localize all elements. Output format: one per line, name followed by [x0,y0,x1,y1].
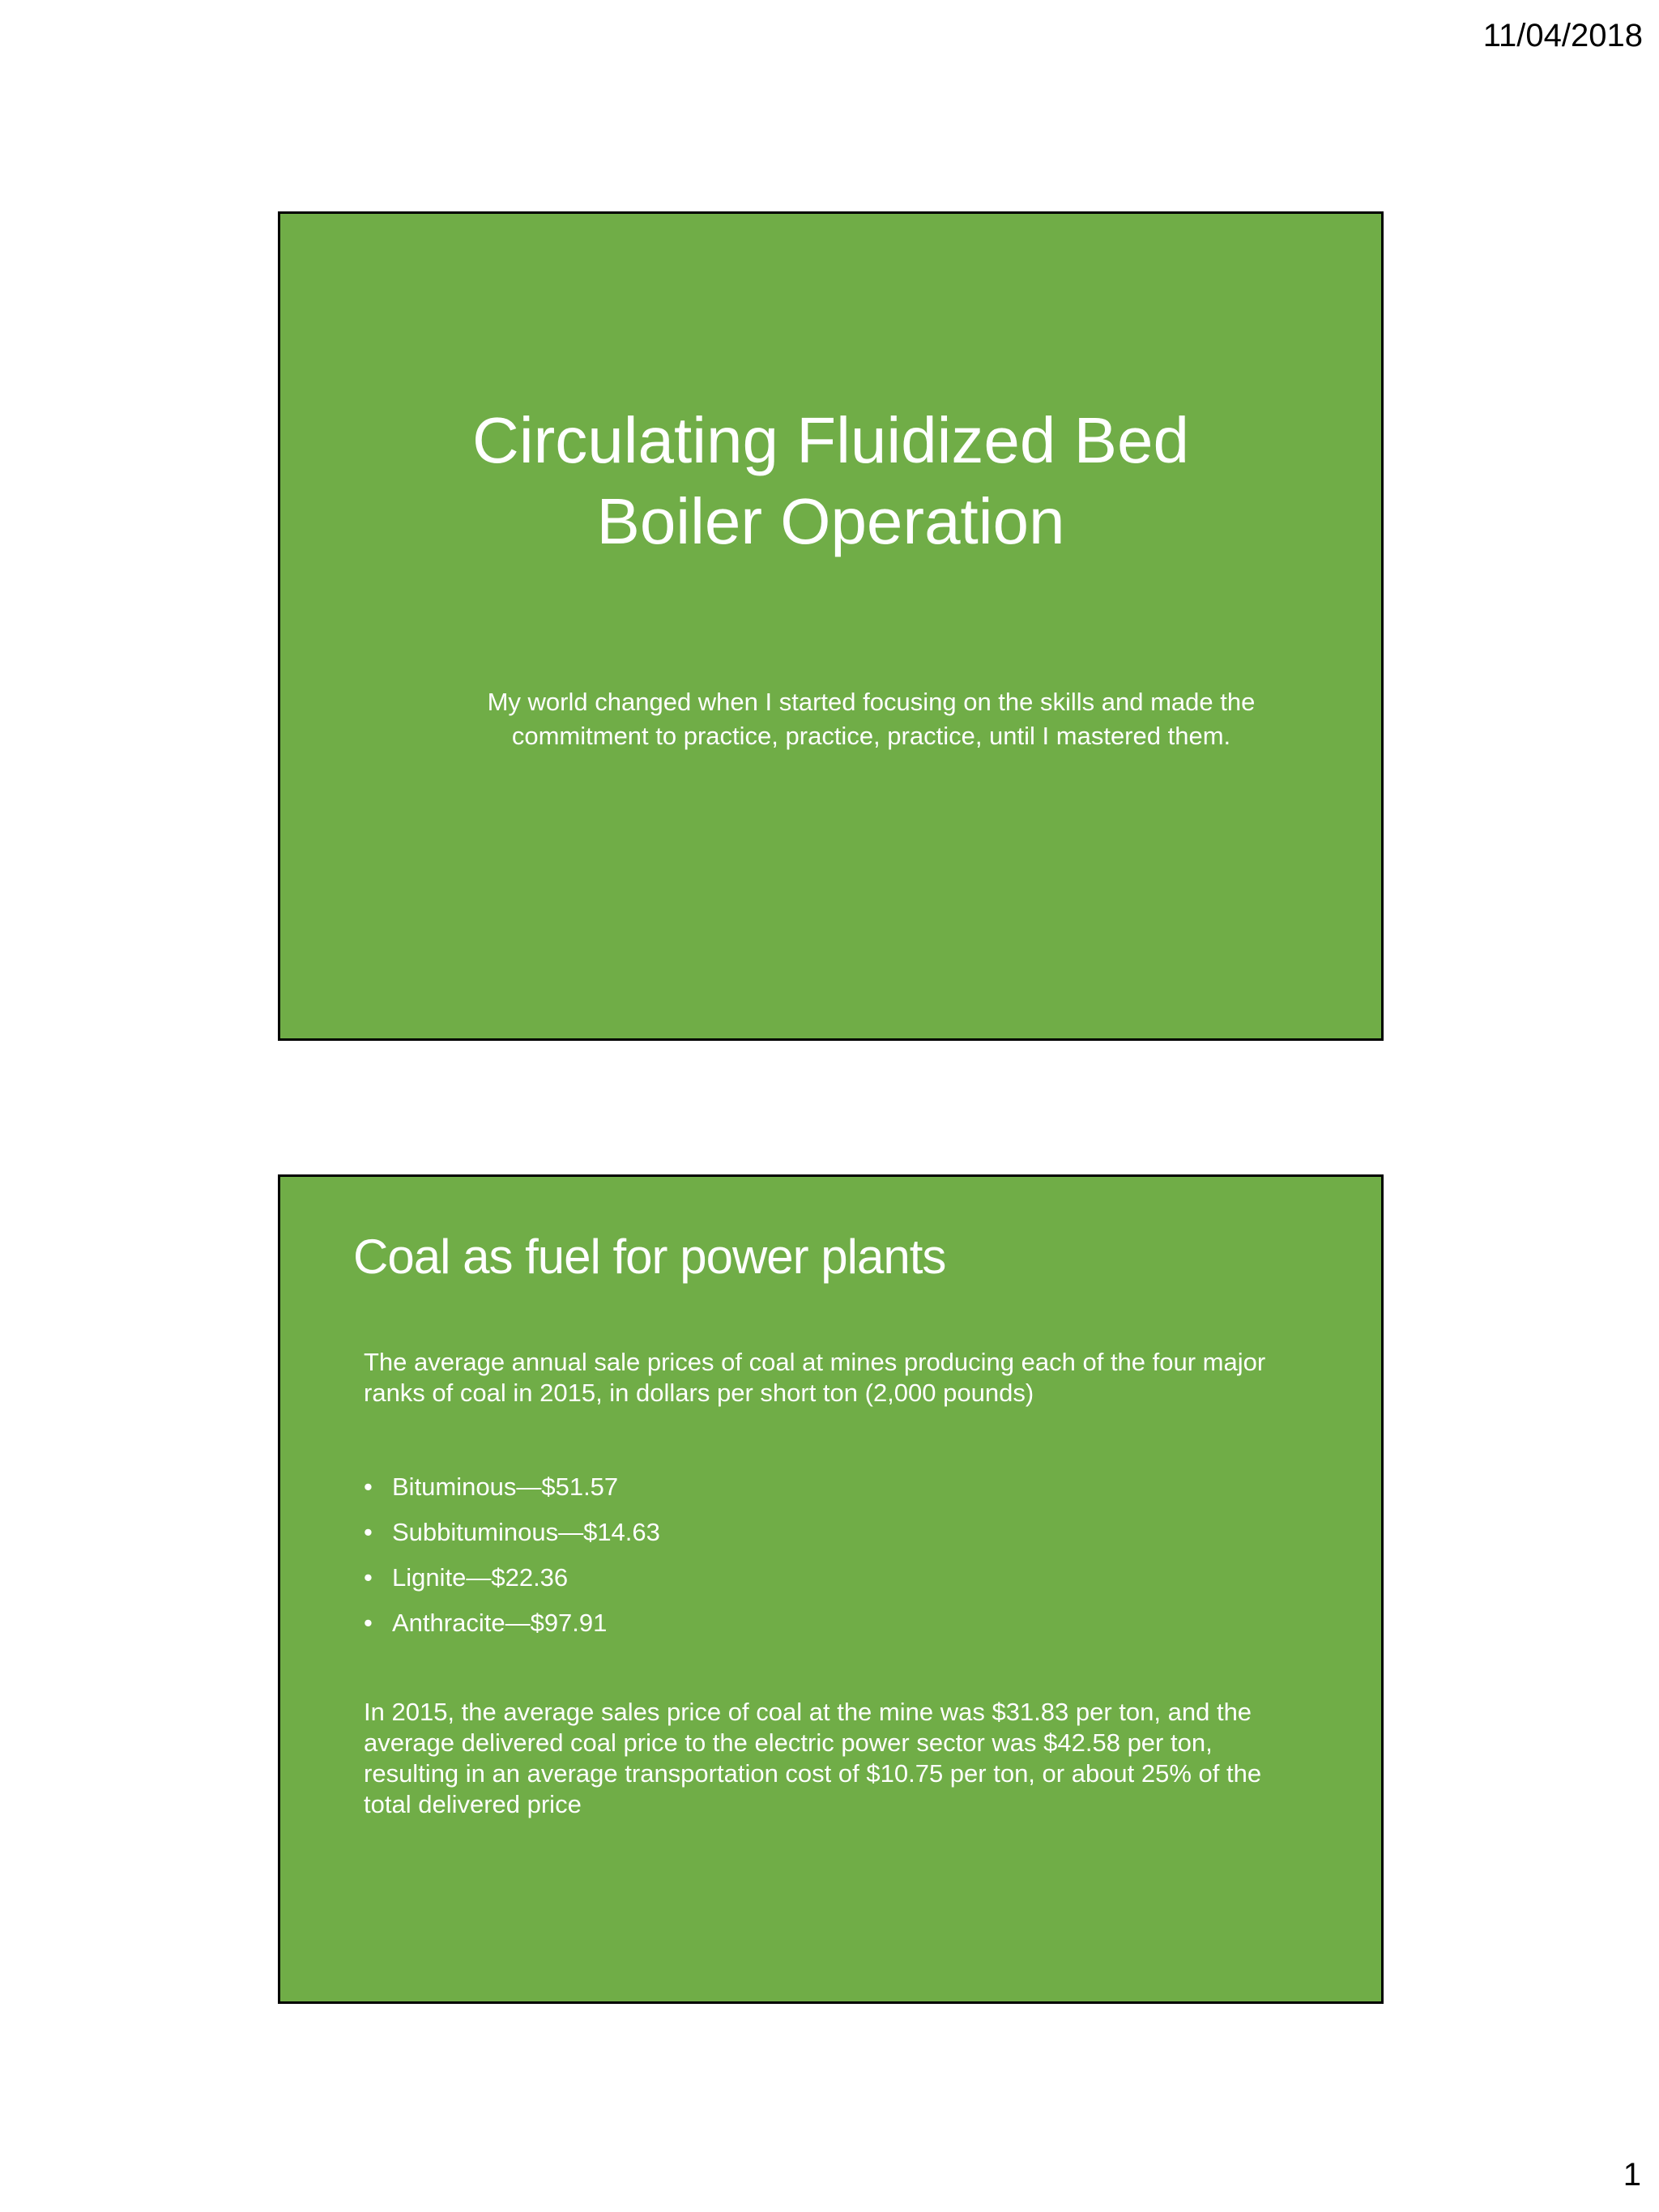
list-item [364,1464,660,1510]
closing-paragraph [364,1697,1320,1820]
list-item-text: Bituminous—$51.57 [392,1473,619,1501]
intro-line: ranks of coal in 2015, in dollars per short ton (2,000 pounds) [364,1379,1034,1407]
list-item-text: Anthracite—$97.91 [392,1609,608,1637]
list-item-text: Subbituminous—$14.63 [392,1518,660,1546]
closing-line: resulting in an average transportation cost of $10.75 per ton, or about 25% of the [364,1759,1262,1788]
list-item [364,1600,660,1646]
slide-subtitle [442,685,1300,753]
page-number: 1 [1623,2157,1641,2193]
list-item [364,1555,660,1600]
slide-subtitle-line: commitment to practice, practice, practice, until I mastered them. [511,722,1231,750]
slide-title [280,400,1381,562]
bullet-icon: • [364,1518,373,1546]
list-item-text: Lignite—$22.36 [392,1563,569,1592]
closing-line: total delivered price [364,1790,582,1818]
closing-line: In 2015, the average sales price of coal at the mine was $31.83 per ton, and the [364,1698,1252,1726]
bullet-icon: • [364,1609,373,1637]
content-slide [278,1174,1384,2004]
list-item [364,1510,660,1555]
bullet-icon: • [364,1563,373,1592]
slide-heading: Coal as fuel for power plants [353,1230,946,1284]
coal-price-list [364,1464,660,1646]
intro-paragraph [364,1347,1295,1409]
handout-date: 11/04/2018 [1482,18,1643,53]
title-slide [278,211,1384,1041]
intro-line: The average annual sale prices of coal at mines producing each of the four major [364,1348,1266,1376]
closing-line: average delivered coal price to the electric power sector was $42.58 per ton, [364,1728,1213,1757]
slide-title-line: Boiler Operation [596,485,1065,557]
slide-title-line: Circulating Fluidized Bed [472,404,1189,476]
bullet-icon: • [364,1473,373,1501]
slide-subtitle-line: My world changed when I started focusing on the skills and made the [487,688,1256,716]
